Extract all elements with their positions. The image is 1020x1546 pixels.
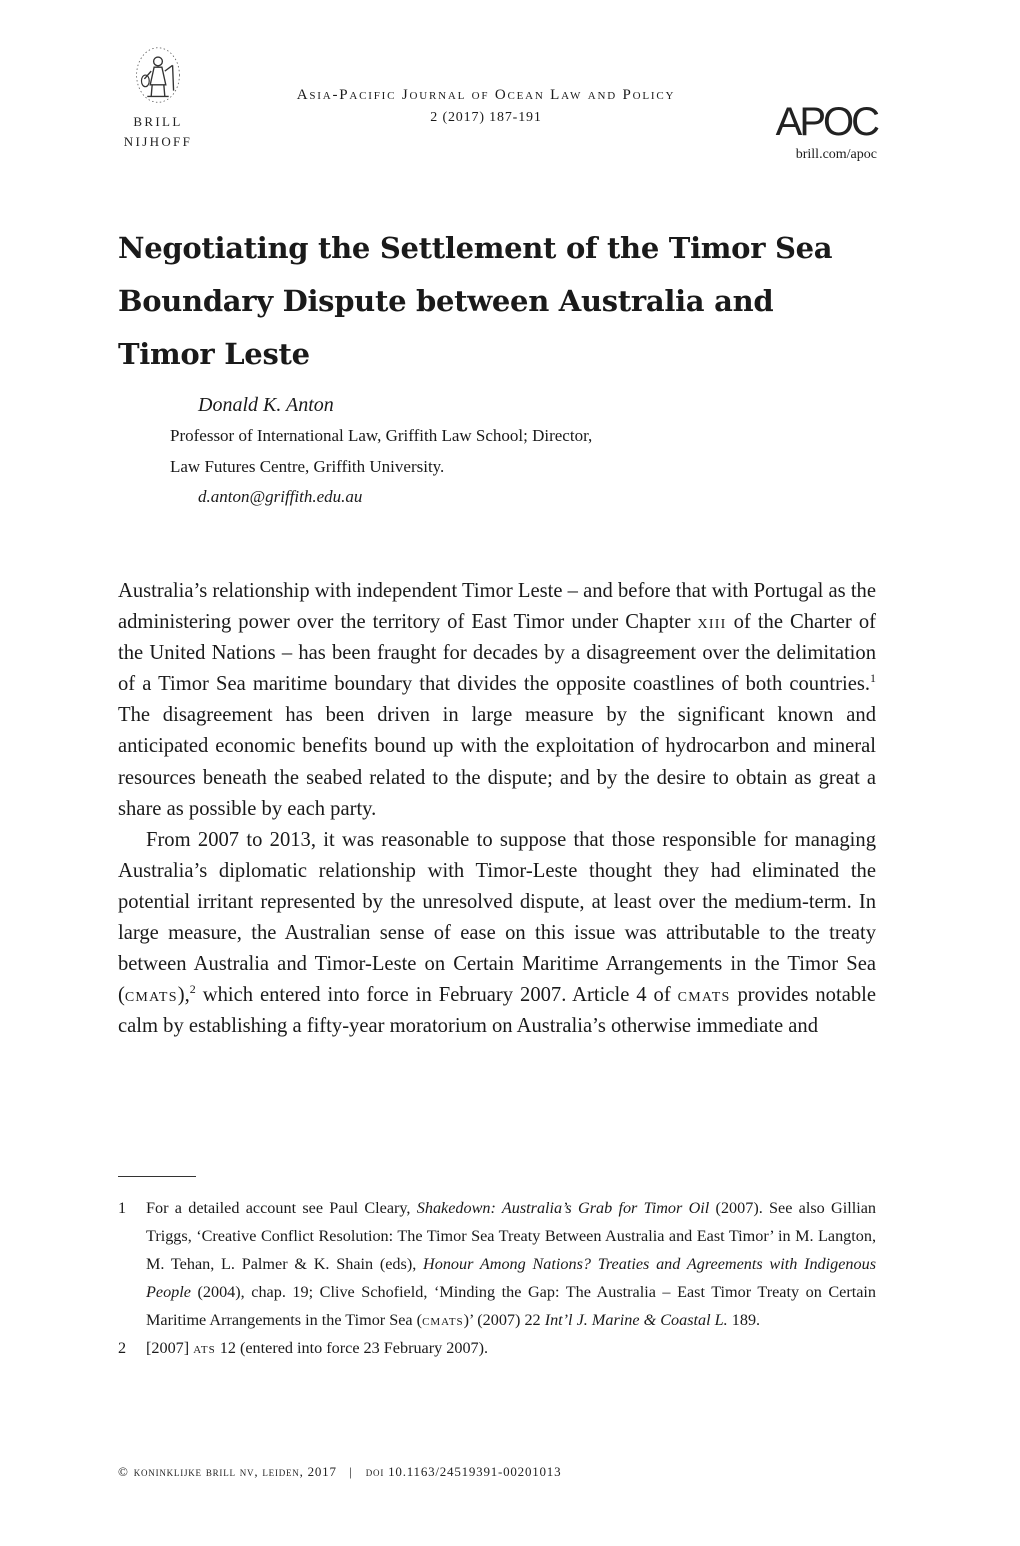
- journal-title: Asia-Pacific Journal of Ocean Law and Policy: [296, 87, 676, 103]
- footer-divider: |: [349, 1464, 354, 1479]
- page-footer: [118, 1462, 694, 1482]
- publisher-seal-icon: [119, 40, 197, 112]
- footnote-1: [118, 1194, 876, 1334]
- footnote-ref-2[interactable]: 2: [189, 982, 196, 997]
- journal-citation: 2 (2017) 187-191: [430, 110, 542, 125]
- publisher-name-line2: NIJHOFF: [123, 134, 193, 149]
- footnote-number: 2: [118, 1339, 127, 1357]
- author-name: Donald K. Anton: [198, 394, 334, 416]
- footnote-number: 1: [118, 1199, 127, 1217]
- footnote-text: For a detailed account see Paul Cleary, Shakedown: Australia’s Grab for Timor Oil (2007). See also Gillian Triggs, ‘Creative Conflict Resolution: The Timor Sea Treaty Between Australia and East Timor’ in M. Langton, M. Tehan, L. Palmer & K. Shain (eds), Honour Among Nations? Treaties and Agreements with Indigenous People (2004), chap. 19; Clive Schofield, ‘Minding the Gap: The Australia – East Timor Treaty on Certain Maritime Arrangements in the Timor Sea (cmats)’ (2007) 22 Int’l J. Marine & Coastal L. 189.: [146, 1199, 877, 1329]
- publisher-name-line1: BRILL: [133, 114, 183, 129]
- journal-url[interactable]: brill.com/apoc: [795, 147, 877, 162]
- author-email[interactable]: d.anton@griffith.edu.au: [198, 487, 363, 506]
- paragraph-2: From 2007 to 2013, it was reasonable to suppose that those responsible for managing Australia’s diplomatic relationship with Timor-Leste thought they had eliminated the potential irritant represented by the unresolved dispute, at least over the medium-term. In large measure, the Australian sense of ease on this issue was attributable to the treaty between Australia and Timor-Leste on Certain Maritime Arrangements in the Timor Sea (cmats),$^2$ which entered into force in February 2007. Article 4 of cmats provides notable calm by establishing a fifty-year moratorium on Australia’s otherwise immediate and: [118, 828, 876, 1038]
- chapter-numeral: xiii: [697, 611, 727, 634]
- body-text: [118, 576, 876, 1042]
- footnotes: [118, 1194, 876, 1362]
- doi-text[interactable]: doi 10.1163/24519391-00201013: [365, 1464, 562, 1479]
- acronym-cmats: cmats: [677, 984, 731, 1007]
- journal-logo-text: APOC: [775, 100, 877, 144]
- footnote-ref-1[interactable]: 1: [870, 671, 876, 686]
- acronym-cmats: cmats: [124, 984, 178, 1007]
- journal-logo: [755, 100, 877, 166]
- publisher-logo: [118, 40, 198, 152]
- copyright-text: koninklijke brill nv, leiden, 2017: [133, 1464, 337, 1479]
- author-affiliation-line2: Law Futures Centre, Griffith University.: [170, 457, 445, 476]
- footnote-divider: [118, 1176, 196, 1177]
- author-block: [170, 390, 870, 512]
- copyright-symbol: ©: [118, 1464, 130, 1479]
- footnote-2: [118, 1334, 876, 1362]
- paragraph-1: Australia’s relationship with independent Timor Leste – and before that with Portugal as the administering power over the territory of East Timor under Chapter xiii of the Charter of the United Nations – has been fraught for decades by a disagreement over the delimitation of a Timor Sea maritime boundary that divides the opposite coastlines of both countries.$^1$ The disagreement has been driven in large measure by the significant known and anticipated economic benefits bound up with the exploitation of hydrocarbon and mineral resources beneath the seabed related to the dispute; and by the desire to obtain as great a share as possible by each party.: [118, 580, 876, 820]
- author-affiliation-line1: Professor of International Law, Griffith Law School; Director,: [170, 426, 593, 445]
- footnote-text: [2007] ats 12 (entered into force 23 February 2007).: [146, 1339, 489, 1357]
- journal-header: [230, 84, 742, 130]
- article-title: Negotiating the Settlement of the Timor Sea Boundary Dispute between Australia and Timor Leste: [118, 231, 833, 371]
